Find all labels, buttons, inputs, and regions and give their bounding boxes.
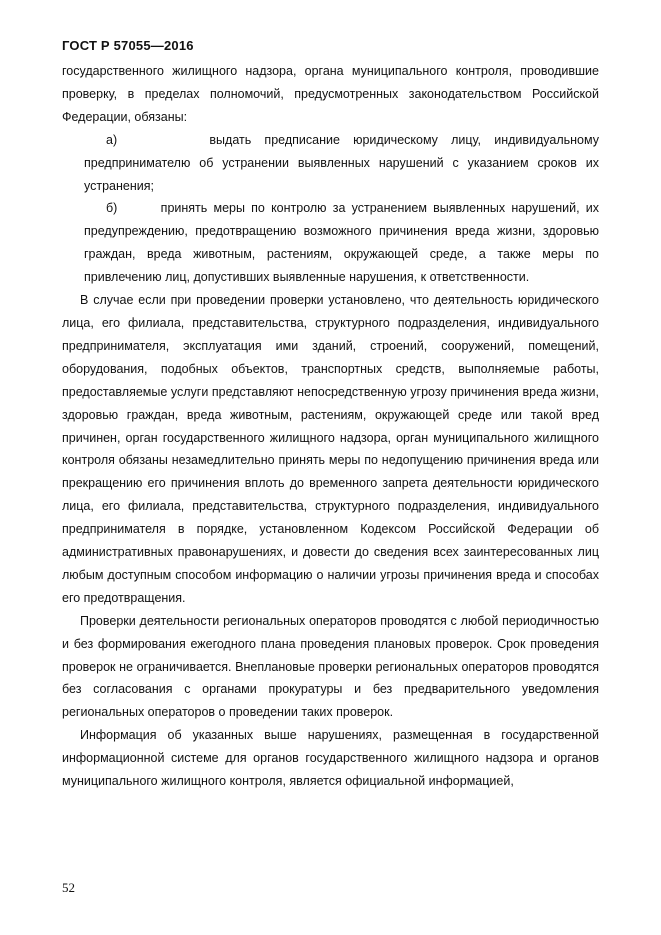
paragraph-information: Информация об указанных выше нарушениях, размещенная в государственной информационной системе для органов государственного жилищного надзора и органов муниципального жилищного контроля, является официальной информацией,: [62, 728, 599, 789]
paragraph-threat: В случае если при проведении проверки установлено, что деятельность юридического лица, его филиала, представительства, структурного подразделения, индивидуального предпринимателя, эксплуатация ими зданий, строений, сооружений, помещений, оборудования, подобных объектов, транспортных средств, выполняемые работы, предоставляемые услуги представляют непосредственную угрозу причинения вреда жизни, здоровью граждан, вреда животным, растениям, окружающей среде или такой вред причинен, орган государственного жилищного надзора, орган муниципального жилищного контроля обязаны незамедлительно принять меры по недопущению причинения вреда или прекращению его причинения вплоть до временного запрета деятельности юридического лица, его филиала, представительства, структурного подразделения, индивидуального предпринимателя в порядке, установленном Кодексом Российской Федерации об административных правонарушениях, и довести до сведения всех заинтересованных лиц любым доступным способом информацию о наличии угрозы причинения вреда и способах его предотвращения.: [62, 293, 599, 605]
list-item-b: б) принять меры по контролю за устранением выявленных нарушений, их предупреждению, предотвращению возможного причинения вреда жизни, здоровью граждан, вреда животным, растениям, окружающей среде, а также меры по привлечению лиц, допустивших выявленные нарушения, к ответственности.: [84, 201, 599, 285]
paragraph-continuation: государственного жилищного надзора, органа муниципального контроля, проводившие проверку, в пределах полномочий, предусмотренных законодательством Российской Федерации, обязаны:: [62, 64, 599, 124]
page-number: 52: [62, 880, 75, 895]
list-item-a: а) выдать предписание юридическому лицу, индивидуальному предпринимателю об устранении выявленных нарушений с указанием сроков их устранения;: [84, 132, 599, 193]
document-header: ГОСТ Р 57055—2016: [62, 38, 194, 53]
document-body: [62, 60, 599, 793]
paragraph-regional-operators: Проверки деятельности региональных операторов проводятся с любой периодичностью и без формирования ежегодного плана проведения плановых проверок. Срок проведения проверок не ограничивается. Внеплановые проверки региональных операторов проводятся без согласования с органами прокуратуры и без предварительного уведомления региональных операторов о проведении таких проверок.: [62, 613, 599, 720]
